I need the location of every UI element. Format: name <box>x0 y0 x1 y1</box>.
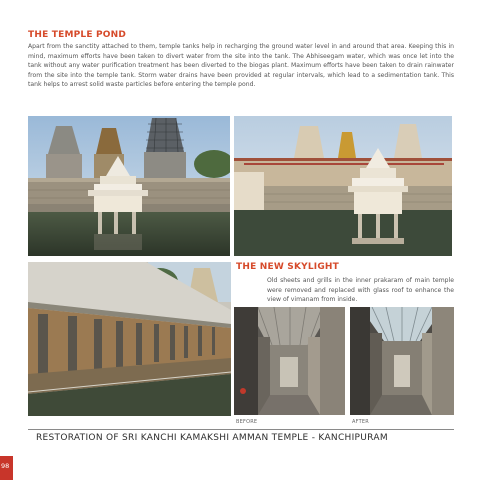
temple-pond-photo-left <box>28 116 230 256</box>
page-number-tab <box>0 456 13 480</box>
temple-pond-photo-right <box>234 116 452 256</box>
skylight-before-photo <box>234 307 345 415</box>
skylight-after-photo <box>350 307 454 415</box>
skylight-heading: THE NEW SKYLIGHT <box>236 262 340 272</box>
skylight-paragraph: Old sheets and grills in the inner prakaram of main temple were removed and replaced with glass roof to enhance the view of vimanam from inside. <box>267 277 454 304</box>
after-caption: AFTER <box>352 419 369 425</box>
footer-divider <box>28 429 454 430</box>
temple-pond-heading: THE TEMPLE POND <box>28 30 127 40</box>
footer-title: RESTORATION OF SRI KANCHI KAMAKSHI AMMAN TEMPLE - KANCHIPURAM <box>36 433 388 443</box>
page-number: 98 <box>1 462 10 470</box>
temple-pond-paragraph: Apart from the sanctity attached to them, temple tanks help in recharging the ground water level in and around that area. Keeping this in mind, maximum efforts have been taken to divert water from the site into the tank. The Abhiseegam water, which was once let into the tank without any water purification treatment has been diverted to the biogas plant. Maximum efforts have been taken to drain rainwater from the site into the temple tank. Storm water drains have been provided at regular intervals, which lead to a sedimentation tank. This tank helps to arrest solid waste particles before entering the temple pond. <box>28 43 454 89</box>
corridor-photo <box>28 262 231 416</box>
before-caption: BEFORE <box>236 419 258 425</box>
